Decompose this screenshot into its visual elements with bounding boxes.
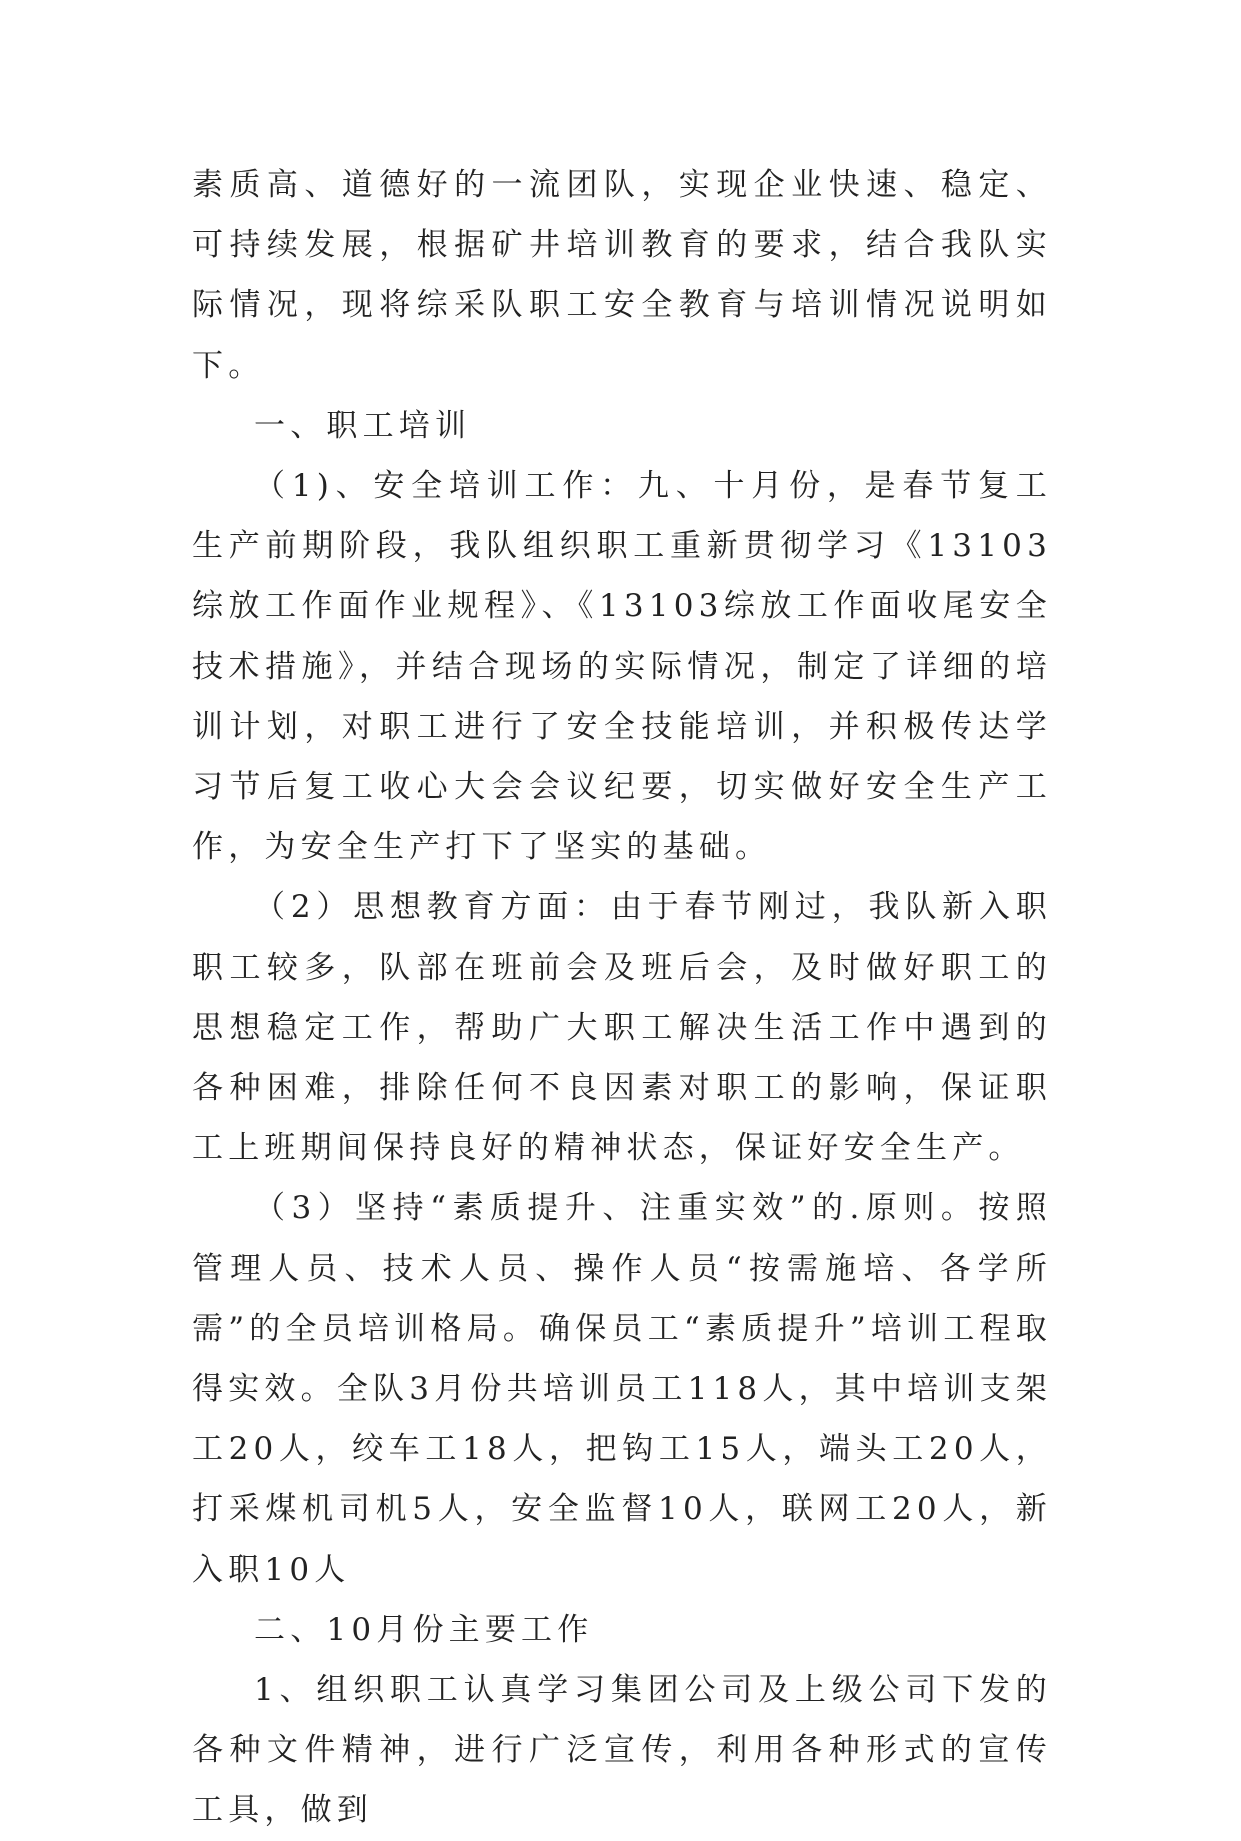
document-body	[192, 155, 1052, 1841]
paragraph-quality-improvement: （3）坚持“素质提升、注重实效”的.原则。按照管理人员、技术人员、操作人员“按需施培、各学所需”的全员培训格局。确保员工“素质提升”培训工程取得实效。全队3月份共培训员工118人，其中培训支架工20人，绞车工18人，把钩工15人，端头工20人，打采煤机司机5人，安全监督10人，联网工20人，新入职10人	[192, 1190, 1052, 1588]
heading-staff-training: 一、职工培训	[254, 407, 472, 444]
paragraph-ideological-education: （2）思想教育方面：由于春节刚过，我队新入职职工较多，队部在班前会及班后会，及时做好职工的思想稳定工作，帮助广大职工解决生活工作中遇到的各种困难，排除任何不良因素对职工的影响，保证职工上班期间保持良好的精神状态，保证好安全生产。	[192, 889, 1052, 1167]
paragraph-intro: 素质高、道德好的一流团队，实现企业快速、稳定、可持续发展，根据矿井培训教育的要求，结合我队实际情况，现将综采队职工安全教育与培训情况说明如下。	[192, 167, 1052, 384]
paragraph-october-item-1: 1、组织职工认真学习集团公司及上级公司下发的各种文件精神，进行广泛宣传，利用各种形式的宣传工具，做到	[192, 1672, 1052, 1829]
paragraph-safety-training: （1)、安全培训工作：九、十月份，是春节复工生产前期阶段，我队组织职工重新贯彻学习《13103综放工作面作业规程》、《13103综放工作面收尾安全技术措施》，并结合现场的实际情况，制定了详细的培训计划，对职工进行了安全技能培训，并积极传达学习节后复工收心大会会议纪要，切实做好安全生产工作，为安全生产打下了坚实的基础。	[192, 468, 1052, 866]
heading-october-work: 二、10月份主要工作	[254, 1611, 594, 1648]
